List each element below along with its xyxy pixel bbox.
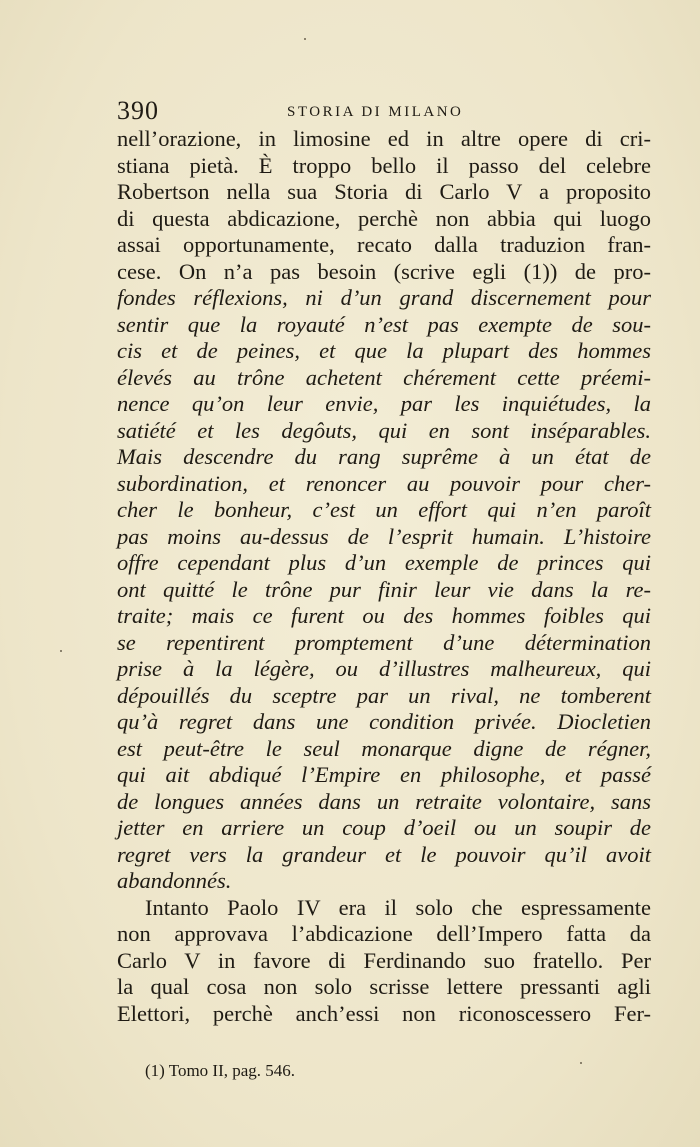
quoted-line: jetter en arriere un coup d’oeil ou un soupir de	[117, 815, 651, 840]
text-line: stiana pietà. È troppo bello il passo del celebre	[117, 152, 651, 178]
text-line: di questa abdicazione, perchè non abbia qui luogo	[117, 205, 651, 231]
quoted-line: élevés au trône achetent chérement cette préemi-	[117, 364, 651, 390]
text-line: nell’orazione, in limosine ed in altre opere di cri-	[117, 126, 651, 151]
quoted-line: cher le bonheur, c’est un effort qui n’en paroît	[117, 497, 651, 522]
text-line: Carlo V in favore di Ferdinando suo fratello. Per	[117, 947, 651, 973]
quoted-line: fondes réflexions, ni d’un grand discernement pour	[117, 285, 651, 310]
text-line: cese. On n’a pas besoin (scrive egli (1)) de pro-	[117, 258, 651, 284]
quoted-line: Mais descendre du rang suprême à un état de	[117, 444, 651, 469]
quoted-line: abandonnés.	[117, 868, 232, 893]
quoted-line: ont quitté le trône pur finir leur vie dans la re-	[117, 576, 651, 602]
text-line: Intanto Paolo IV era il solo che espressamente	[145, 894, 651, 920]
footnote: (1) Tomo II, pag. 546.	[145, 1061, 296, 1080]
quoted-line: subordination, et renoncer au pouvoir pour cher-	[117, 470, 651, 496]
quoted-line: offre cependant plus d’un exemple de princes qui	[117, 550, 651, 575]
quoted-line: satiété et les degôuts, qui en sont inséparables.	[117, 417, 651, 443]
text-line: assai opportunamente, recato dalla traduzion fran-	[117, 232, 651, 257]
quoted-line: qui ait abdiqué l’Empire en philosophe, et passé	[117, 762, 651, 787]
quoted-line: traite; mais ce furent ou des hommes foibles qui	[117, 603, 651, 628]
paper-speck	[304, 38, 306, 40]
paper-speck	[60, 650, 62, 652]
quoted-line: se repentirent promptement d’une détermination	[117, 629, 651, 655]
quoted-line: qu’à regret dans une condition privée. Diocletien	[117, 709, 651, 734]
page-header	[117, 96, 651, 126]
quoted-line: pas moins au-dessus de l’esprit humain. L’histoire	[117, 523, 651, 549]
text-line: non approvava l’abdicazione dell’Impero fatta da	[117, 921, 651, 946]
quoted-line: est peut-être le seul monarque digne de régner,	[117, 735, 651, 761]
quoted-line: cis et de peines, et que la plupart des hommes	[117, 338, 651, 363]
body-text	[117, 126, 651, 1027]
quoted-line: dépouillés du sceptre par un rival, ne tomberent	[117, 682, 651, 708]
page-number: 390	[117, 96, 159, 125]
running-title: STORIA DI MILANO	[287, 104, 464, 120]
text-line: Robertson nella sua Storia di Carlo V a proposito	[117, 179, 651, 204]
quoted-line: nence qu’on leur envie, par les inquiétudes, la	[117, 391, 651, 416]
text-line: Elettori, perchè anch’essi non riconoscessero Fer-	[117, 1000, 651, 1026]
text-line: la qual cosa non solo scrisse lettere pressanti agli	[117, 974, 651, 999]
quoted-line: de longues années dans un retraite volontaire, sans	[117, 788, 651, 814]
quoted-line: regret vers la grandeur et le pouvoir qu’il avoit	[117, 841, 651, 867]
quoted-line: prise à la légère, ou d’illustres malheureux, qui	[117, 656, 651, 681]
quoted-line: sentir que la royauté n’est pas exempte de sou-	[117, 311, 651, 337]
paper-speck	[580, 1062, 582, 1064]
